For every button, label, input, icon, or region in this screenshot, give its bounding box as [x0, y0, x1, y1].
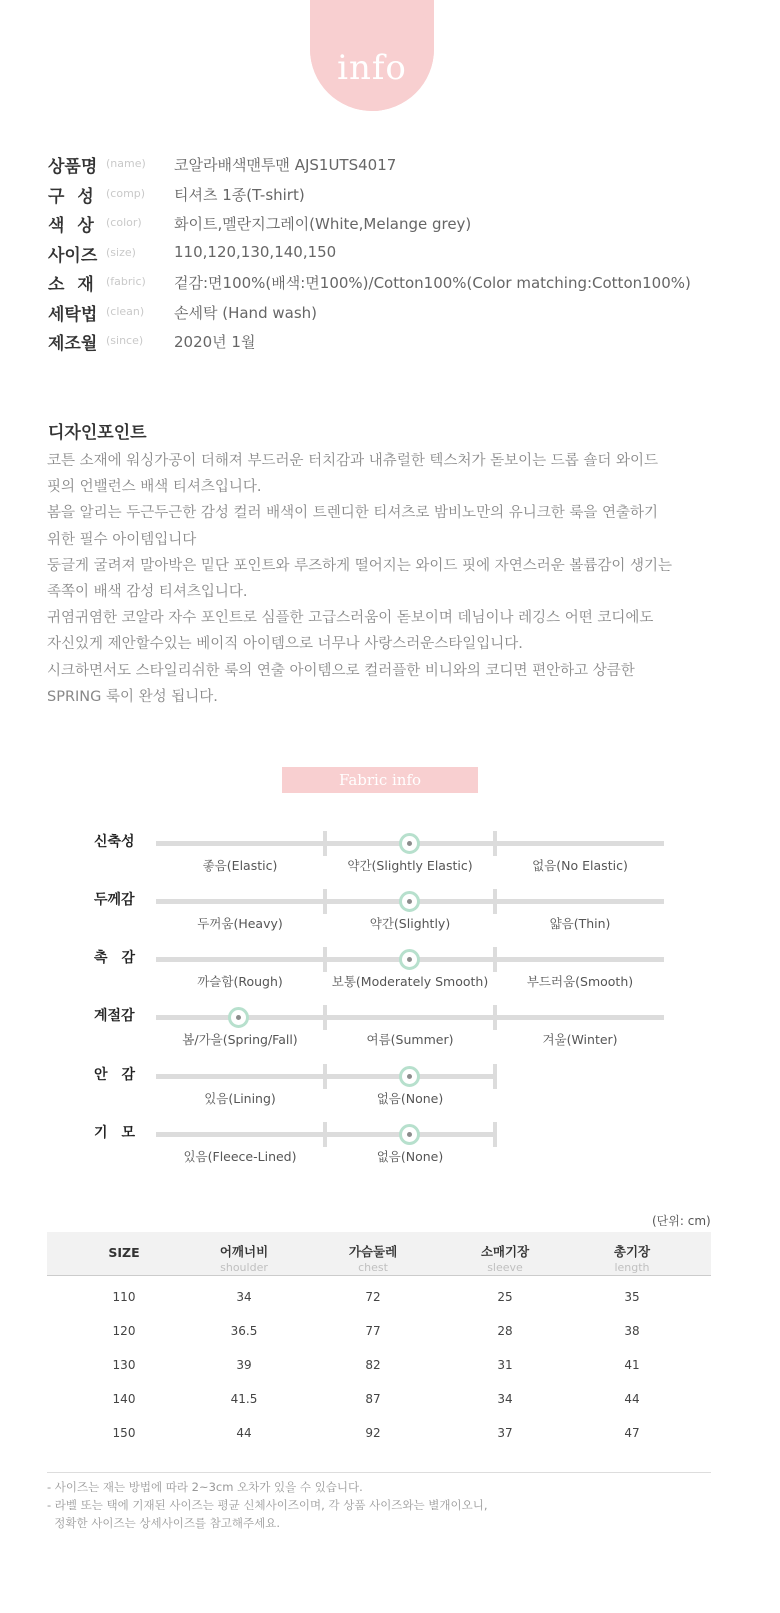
fabric-scale-tick: [493, 1005, 497, 1030]
fabric-row-label: 두께감: [94, 892, 135, 908]
spec-row-since: [48, 329, 768, 359]
table-cell: 120: [112, 1324, 136, 1338]
table-bottom-divider: [47, 1472, 711, 1473]
info-title: info: [337, 48, 407, 88]
fabric-row-lining: [90, 1067, 690, 1132]
fabric-scale-tick: [493, 889, 497, 914]
spec-row-fabric: [48, 270, 768, 300]
fabric-row-thickness: [90, 892, 690, 957]
selected-dot-icon: [399, 891, 420, 912]
spec-value: 손세탁 (Hand wash): [174, 303, 317, 322]
fabric-option: 두꺼움(Heavy): [197, 916, 283, 931]
fabric-scale-tick: [323, 947, 327, 972]
fabric-option: 까슬함(Rough): [197, 974, 283, 989]
spec-key: 제조월: [48, 334, 98, 354]
selected-dot-icon: [399, 833, 420, 854]
header-cell-shoulder: [179, 1242, 309, 1274]
fabric-option: 봄/가을(Spring/Fall): [182, 1032, 298, 1047]
table-cell: 77: [365, 1324, 381, 1338]
note-line: - 라벨 또는 택에 기재된 사이즈는 평균 신체사이즈이며, 각 상품 사이즈와는 별개이오니,: [47, 1498, 488, 1512]
table-cell: 37: [497, 1426, 513, 1440]
spec-key: 색상: [48, 216, 107, 236]
fabric-option: 좋음(Elastic): [202, 858, 278, 873]
spec-row-clean: [48, 300, 768, 330]
fabric-option: 보통(Moderately Smooth): [331, 974, 489, 989]
fabric-option: 약간(Slightly Elastic): [347, 858, 473, 873]
table-cell: 34: [236, 1290, 252, 1304]
spec-key: 구성: [48, 186, 107, 207]
spec-sub: (name): [106, 157, 146, 170]
fabric-option: 없음(None): [376, 1091, 444, 1106]
table-cell: 44: [236, 1426, 252, 1440]
spec-sub: (comp): [106, 186, 146, 200]
header-sublabel: length: [614, 1261, 650, 1274]
design-point-line: 코튼 소재에 워싱가공이 더해져 부드러운 터치감과 내츄럴한 텍스처가 돋보이는 드롭 숄더 와이드: [47, 453, 658, 469]
table-row: [47, 1347, 711, 1381]
header-sublabel: shoulder: [220, 1261, 268, 1274]
design-point-line: 둥글게 굴려져 말아박은 밑단 포인트와 루즈하게 떨어지는 와이드 핏에 자연스러운 볼륨감이 생기는: [47, 557, 672, 574]
table-cell: 44: [624, 1392, 640, 1406]
fabric-scale-tick: [323, 889, 327, 914]
table-row: [47, 1381, 711, 1415]
size-table: [47, 1232, 711, 1449]
design-point-title: 디자인포인트: [48, 423, 147, 443]
header-label: 가슴둘레: [348, 1244, 398, 1259]
fabric-scale-tick: [323, 831, 327, 856]
header-label: 소매기장: [480, 1244, 530, 1259]
table-cell: 25: [497, 1290, 513, 1304]
fabric-scale-tick: [493, 947, 497, 972]
design-point-line: 귀염귀염한 코알라 자수 포인트로 심플한 고급스러움이 돋보이며 데님이나 레깅스 어떤 코디에도: [47, 610, 654, 627]
table-cell: 41.5: [230, 1392, 258, 1406]
fabric-info-banner: Fabric info: [282, 767, 478, 793]
fabric-row-label: 신축성: [94, 834, 135, 850]
header-cell-chest: [308, 1242, 438, 1274]
table-cell: 110: [112, 1290, 136, 1304]
fabric-option: 없음(No Elastic): [532, 858, 628, 873]
table-cell: 41: [624, 1358, 640, 1372]
fabric-option: 겨울(Winter): [542, 1032, 618, 1047]
fabric-scale-tick: [493, 1122, 497, 1147]
design-point-line: 봄을 알리는 두근두근한 감성 컬러 배색이 트렌디한 티셔츠로 밤비노만의 유니크한 룩을 연출하기: [47, 505, 658, 522]
fabric-option: 없음(None): [376, 1149, 444, 1164]
table-cell: 38: [624, 1324, 640, 1338]
spec-key: 사이즈: [48, 245, 98, 266]
fabric-row-fleece: [90, 1125, 690, 1190]
header-sublabel: chest: [358, 1261, 388, 1274]
header-cell-sleeve: [440, 1242, 570, 1274]
product-spec-list: [48, 152, 768, 359]
header-cell-length: [567, 1242, 697, 1274]
table-cell: 87: [365, 1392, 381, 1406]
design-point-line: 시크하면서도 스타일리쉬한 룩의 연출 아이템으로 컬러플한 비니와의 코디면 편안하고 상큼한: [47, 662, 635, 679]
fabric-option: 얇음(Thin): [549, 916, 611, 931]
fabric-scale-tick: [323, 1064, 327, 1089]
table-cell: 47: [624, 1426, 640, 1440]
spec-value: 화이트,멜란지그레이(White,Melange grey): [174, 215, 472, 233]
fabric-option: 있음(Lining): [204, 1091, 276, 1106]
spec-row-size: [48, 241, 768, 271]
spec-sub: (fabric): [106, 275, 146, 288]
table-cell: 31: [497, 1358, 513, 1372]
header-label: 어깨너비: [219, 1244, 269, 1259]
design-point-line: 자신있게 제안할수있는 베이직 아이템으로 너무나 사랑스러운스타일입니다.: [47, 636, 523, 653]
spec-row-name: [48, 152, 768, 182]
table-cell: 130: [112, 1358, 136, 1372]
spec-value: 티셔츠 1종(T-shirt): [174, 185, 305, 204]
size-table-header: [47, 1232, 711, 1276]
fabric-scale-tick: [323, 1005, 327, 1030]
header-label: 총기장: [613, 1244, 651, 1259]
table-cell: 36.5: [230, 1324, 258, 1338]
fabric-row-label: 촉 감: [94, 950, 136, 966]
fabric-scale-tick: [323, 1122, 327, 1147]
table-cell: 35: [624, 1290, 640, 1304]
spec-key: 소재: [48, 275, 107, 295]
spec-value: 코알라배색맨투맨 AJS1UTS4017: [174, 156, 397, 174]
spec-value: 2020년 1월: [174, 333, 256, 351]
spec-value: 겉감:면100%(배색:면100%)/Cotton100%(Color matching:Cotton100%): [174, 274, 691, 292]
header-cell-size: [59, 1245, 189, 1260]
table-cell: 82: [365, 1358, 381, 1372]
design-point-line: 핏의 언밸런스 배색 티셔츠입니다.: [47, 479, 262, 496]
spec-key: 상품명: [48, 157, 98, 177]
table-row: [47, 1313, 711, 1347]
note-line: 정확한 사이즈는 상세사이즈를 참고해주세요.: [47, 1516, 281, 1530]
fabric-option: 있음(Fleece-Lined): [183, 1149, 297, 1164]
table-cell: 140: [112, 1392, 136, 1406]
table-row: [47, 1279, 711, 1313]
fabric-row-label: 계절감: [94, 1008, 135, 1024]
table-cell: 39: [236, 1358, 252, 1372]
fabric-option: 약간(Slightly): [369, 916, 451, 931]
spec-sub: (clean): [106, 304, 145, 318]
fabric-row-elasticity: [90, 834, 690, 899]
fabric-row-texture: [90, 950, 690, 1015]
header-sublabel: sleeve: [487, 1261, 523, 1274]
spec-sub: (color): [106, 216, 142, 229]
fabric-scale-tick: [493, 831, 497, 856]
size-notes: [47, 1478, 487, 1532]
table-row: [47, 1415, 711, 1449]
spec-key: 세탁법: [48, 304, 98, 325]
size-unit-label: (단위: cm): [652, 1214, 711, 1228]
spec-sub: (size): [106, 245, 136, 259]
spec-row-comp: [48, 182, 768, 212]
table-cell: 28: [497, 1324, 513, 1338]
table-cell: 150: [112, 1426, 136, 1440]
fabric-option: 여름(Summer): [366, 1032, 454, 1047]
spec-sub: (since): [106, 334, 144, 347]
note-line: - 사이즈는 재는 방법에 따라 2~3cm 오차가 있을 수 있습니다.: [47, 1480, 363, 1494]
design-point-line: 족쪽이 배색 감성 티셔츠입니다.: [47, 584, 248, 601]
design-point-line: SPRING 룩이 완성 됩니다.: [47, 688, 218, 705]
table-cell: 72: [365, 1290, 381, 1304]
selected-dot-icon: [399, 949, 420, 970]
fabric-row-season: [90, 1008, 690, 1073]
fabric-row-label: 안 감: [94, 1067, 136, 1083]
fabric-scale-tick: [493, 1064, 497, 1089]
spec-row-color: [48, 211, 768, 241]
selected-dot-icon: [399, 1066, 420, 1087]
spec-value: 110,120,130,140,150: [174, 242, 337, 261]
selected-dot-icon: [228, 1007, 249, 1028]
design-point-line: 위한 필수 아이템입니다: [47, 531, 197, 548]
table-cell: 92: [365, 1426, 381, 1440]
header-label: SIZE: [108, 1245, 140, 1260]
design-point-body: [47, 448, 747, 710]
table-cell: 34: [497, 1392, 513, 1406]
fabric-option: 부드러움(Smooth): [526, 974, 634, 989]
fabric-row-label: 기 모: [94, 1125, 136, 1141]
selected-dot-icon: [399, 1124, 420, 1145]
